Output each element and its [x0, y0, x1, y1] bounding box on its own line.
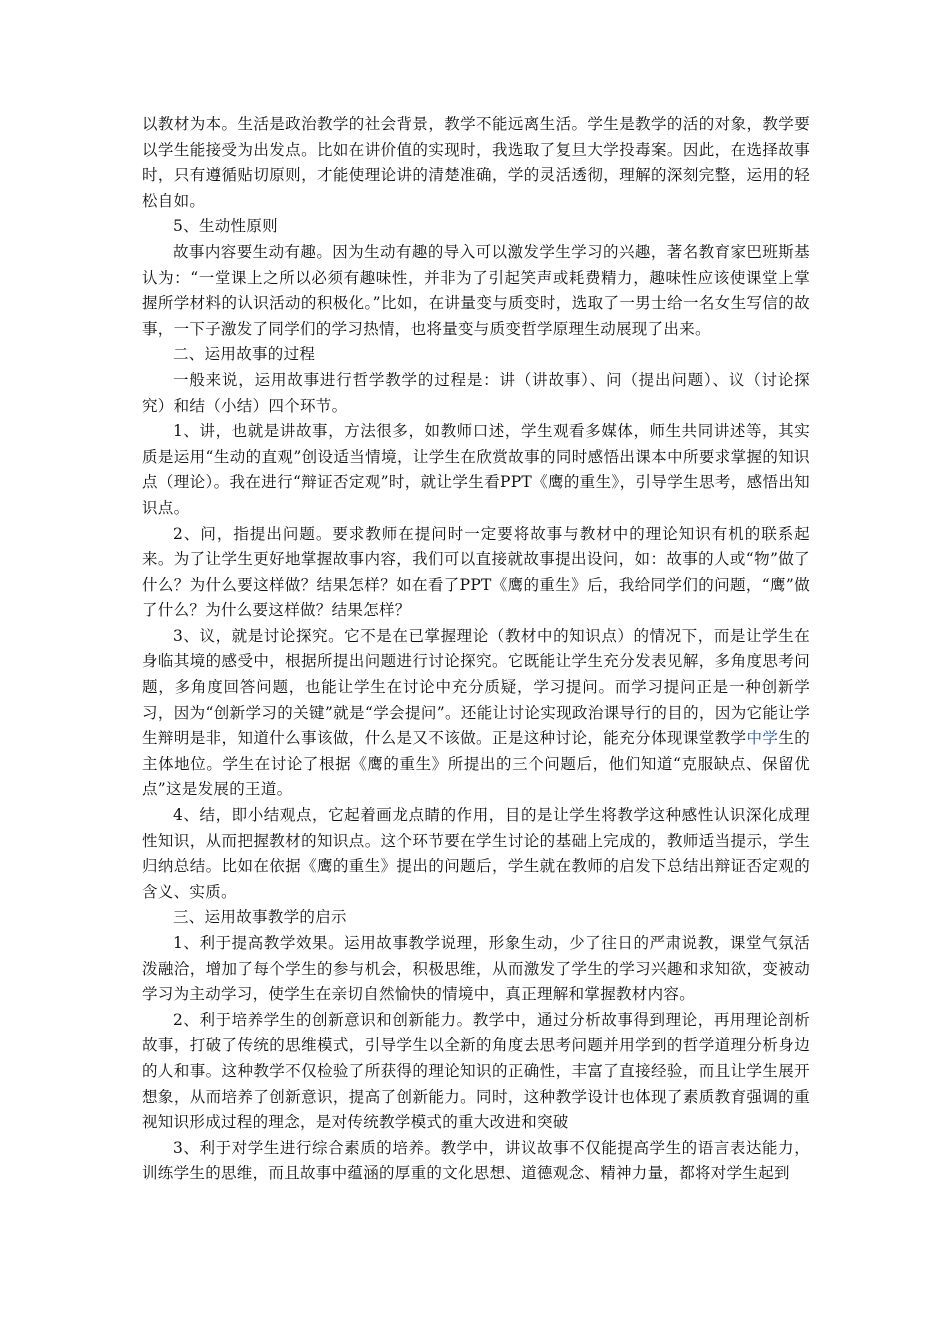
- section-heading-insights: 三、运用故事教学的启示: [173, 908, 347, 927]
- discuss-text-before: 3、议，就是讨论探究。它不是在已掌握理论（教材中的知识点）的情况下，而是让学生在身临其境的感受中，根据所提出问题进行讨论探究。它既能让学生充分发表见解，多角度思考问题，多角度回答问题，也能让学生在讨论中充分质疑，学习提问。而学习提问正是一种创新学习，因为“创新学习的关键”就是“学会提问”。还能让讨论实现政治课导行的目的，因为它能让学生辩明是非，知道什么事该做，什么是又不该做。正是这种讨论，能充分体现课堂教学: [142, 626, 810, 748]
- paragraph-step-ask: 2、问，指提出问题。要求教师在提问时一定要将故事与教材中的理论知识有机的联系起来。为了让学生更好地掌握故事内容，我们可以直接就故事提出设问，如：故事的人或“物”做了什么？为什么要这样做？结果怎样？如在看了PPT《鹰的重生》后，我给同学们的问题，“鹰”做了什么？为什么要这样做？结果怎样？: [142, 524, 810, 620]
- section-heading-process: 二、运用故事的过程: [173, 345, 316, 364]
- paragraph-insight-quality: 3、利于对学生进行综合素质的培养。教学中，讲议故事不仅能提高学生的语言表达能力，训练学生的思维，而且故事中蕴涵的厚重的文化思想、道德观念、精神力量，都将对学生起到: [142, 1138, 810, 1183]
- paragraph-step-tell: 1、讲，也就是讲故事，方法很多，如教师口述，学生观看多媒体，师生共同讲述等，其实质是运用“生动的直观”创设适当情境，让学生在欣赏故事的同时感悟出课本中所要求掌握的知识点（理论）。我在进行“辩证否定观”时，就让学生看PPT《鹰的重生》，引导学生思考，感悟出知识点。: [142, 422, 810, 517]
- document-page: [142, 112, 810, 1187]
- paragraph-insight-effect: 1、利于提高教学效果。运用故事教学说理，形象生动，少了往日的严肃说教，课堂气氛活泼融洽，增加了每个学生的参与机会，积极思维，从而激发了学生的学习兴趣和求知欲，变被动学习为主动学习，使学生在亲切自然愉快的情境中，真正理解和掌握教材内容。: [142, 934, 810, 1004]
- discuss-text-after: 生的主体地位。学生在讨论了根据《鹰的重生》所提出的三个问题后，他们知道“克服缺点、保留优点”这是发展的王道。: [142, 729, 811, 799]
- paragraph-vividness: 故事内容要生动有趣。因为生动有趣的导入可以激发学生学习的兴趣，著名教育家巴班斯基认为：“一堂课上之所以必须有趣味性，并非为了引起笑声或耗费精力，趣味性应该使课堂上掌握所学材料的认识活动的积极化。”比如，在讲量变与质变时，选取了一男士给一名女生写信的故事，一下子激发了同学们的学习热情，也将量变与质变哲学原理生动展现了出来。: [142, 242, 810, 338]
- paragraph-process-overview: 一般来说，运用故事进行哲学教学的过程是：讲（讲故事）、问（提出问题）、议（讨论探究）和结（小结）四个环节。: [142, 370, 810, 415]
- paragraph-step-discuss: [142, 624, 810, 803]
- paragraph-principle-continuation: 以教材为本。生活是政治教学的社会背景，教学不能远离生活。学生是教学的活的对象，教学要以学生能接受为出发点。比如在讲价值的实现时，我选取了复旦大学投毒案。因此，在选择故事时，只有遵循贴切原则，才能使理论讲的清楚准确，学的灵活透彻，理解的深刻完整，运用的轻松自如。: [142, 115, 810, 210]
- paragraph-insight-innovation: 2、利于培养学生的创新意识和创新能力。教学中，通过分析故事得到理论，再用理论剖析故事，打破了传统的思维模式，引导学生以全新的角度去思考问题并用学到的哲学道理分析身边的人和事。这种教学不仅检验了所获得的理论知识的正确性，丰富了直接经验，而且让学生展开想象，从而培养了创新意识，提高了创新能力。同时，这种教学设计也体现了素质教育强调的重视知识形成过程的理念，是对传统教学模式的重大改进和突破: [142, 1010, 810, 1132]
- heading-vividness-principle: 5、生动性原则: [173, 217, 278, 236]
- middle-school-link[interactable]: 中学: [746, 729, 779, 748]
- paragraph-step-conclude: 4、结，即小结观点，它起着画龙点睛的作用，目的是让学生将教学这种感性认识深化成理性知识，从而把握教材的知识点。这个环节要在学生讨论的基础上完成的，教师适当提示，学生归纳总结。比如在依据《鹰的重生》提出的问题后，学生就在教师的启发下总结出辩证否定观的含义、实质。: [142, 806, 810, 901]
